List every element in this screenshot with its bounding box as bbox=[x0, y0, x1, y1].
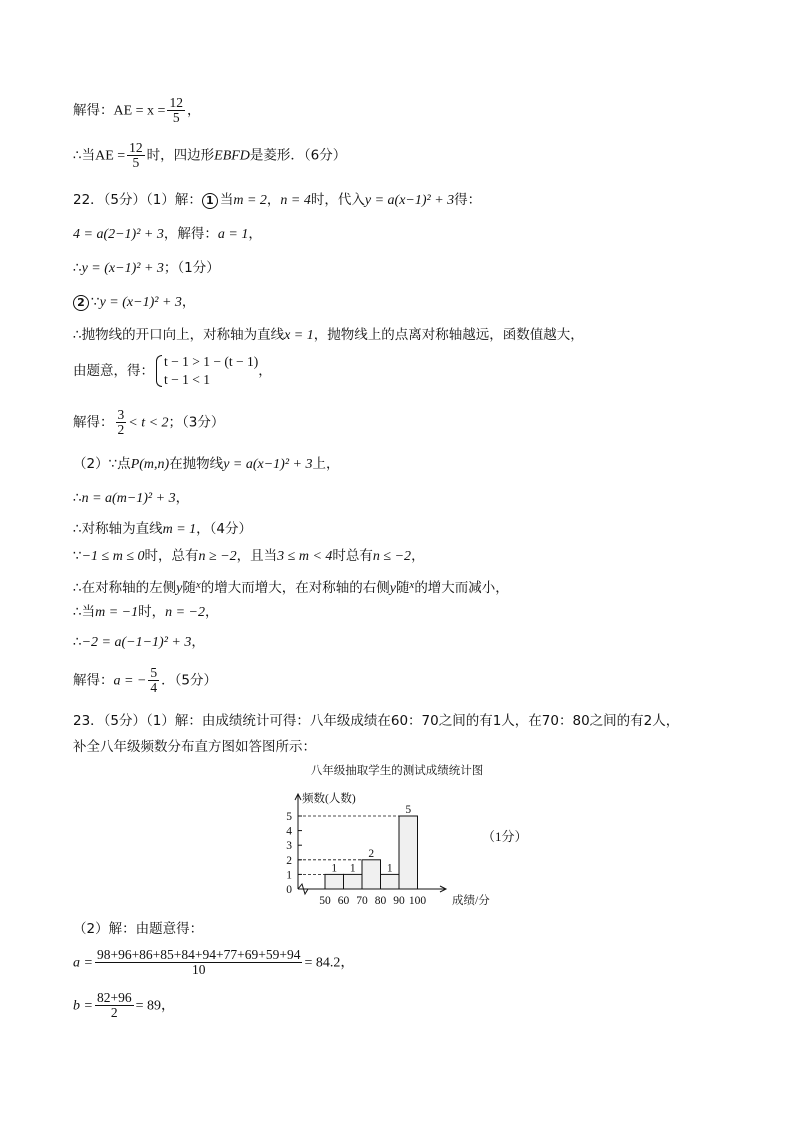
math: AE = x = bbox=[113, 103, 166, 119]
text: = 84.2， bbox=[304, 955, 355, 971]
text: ∴当 bbox=[73, 604, 96, 620]
numerator: 12 bbox=[169, 95, 183, 110]
text: 解得： bbox=[73, 414, 114, 431]
text: ， bbox=[411, 548, 425, 564]
math: n ≥ −2 bbox=[198, 549, 237, 564]
x-tick-label: 50 bbox=[319, 895, 331, 907]
denominator: 5 bbox=[172, 110, 180, 125]
y-axis-label: 频数(人数) bbox=[302, 793, 356, 805]
equation: t − 1 < 1 bbox=[164, 372, 210, 387]
text: ，抛物线上的点离对称轴越远，函数值越大， bbox=[313, 327, 584, 343]
bar-value-label: 5 bbox=[405, 804, 412, 816]
chart-score-note: （1分） bbox=[482, 829, 528, 844]
text: ∴ bbox=[73, 490, 82, 506]
x-axis-label: 成绩/分 bbox=[452, 895, 490, 907]
text: 时，代入 bbox=[310, 192, 365, 208]
math: EBFD bbox=[214, 148, 250, 164]
math: x = 1 bbox=[284, 328, 314, 343]
numerator: 12 bbox=[129, 140, 143, 155]
math: P(m,n) bbox=[130, 457, 170, 472]
problem-23-line: 23．（5分）（1）解：由成绩统计可得：八年级成绩在60：70之间的有1人，在70：80之间的有2人， bbox=[73, 713, 680, 729]
text: 的增大而减小， bbox=[414, 580, 509, 596]
y-tick-label: 3 bbox=[286, 840, 292, 853]
text: 当 bbox=[219, 192, 234, 208]
y-tick-label: 4 bbox=[286, 825, 292, 838]
text: ∵ bbox=[73, 548, 82, 564]
y-tick-label: 0 bbox=[286, 884, 292, 896]
circled-number-icon: 1 bbox=[202, 193, 218, 209]
text: 由题意，得： bbox=[73, 363, 154, 379]
math: y bbox=[389, 581, 396, 596]
text: ， bbox=[248, 226, 262, 242]
math: < t < 2 bbox=[128, 415, 169, 431]
denominator: 2 bbox=[117, 422, 125, 437]
numerator: 3 bbox=[117, 407, 125, 422]
math: a = bbox=[73, 955, 93, 971]
histogram-bar bbox=[381, 874, 400, 889]
histogram-bar bbox=[362, 860, 381, 889]
text: 是菱形．（6分） bbox=[249, 147, 347, 164]
text: ， bbox=[186, 102, 201, 119]
math: m = 1 bbox=[162, 522, 197, 537]
text: 得： bbox=[454, 192, 482, 208]
text: 的增大而增大，在对称轴的右侧 bbox=[200, 580, 390, 596]
text: ∴对称轴为直线 bbox=[73, 521, 163, 537]
text: ， bbox=[258, 363, 272, 379]
solution-line-19: 补全八年级频数分布直方图如答图所示： bbox=[73, 739, 316, 755]
text: 时， bbox=[138, 604, 166, 620]
fraction bbox=[95, 948, 303, 977]
text: ， bbox=[266, 192, 281, 208]
fraction bbox=[95, 991, 134, 1020]
solution-line-22 bbox=[73, 991, 175, 1020]
numerator: 82+96 bbox=[96, 990, 132, 1005]
bar-value-label: 1 bbox=[349, 862, 356, 875]
text: ∵ bbox=[91, 294, 100, 310]
math: x bbox=[409, 579, 415, 591]
text: 在抛物线 bbox=[169, 456, 224, 472]
text: （2）∵点 bbox=[73, 456, 131, 472]
math: m = −1 bbox=[95, 605, 139, 620]
bar-value-label: 2 bbox=[368, 847, 375, 860]
math: a = 1 bbox=[217, 227, 249, 242]
text: 上， bbox=[312, 456, 340, 472]
text: ， bbox=[181, 294, 196, 310]
histogram-bar bbox=[344, 874, 363, 889]
x-tick-label: 100 bbox=[408, 895, 427, 907]
y-tick-label: 1 bbox=[286, 869, 292, 882]
text: ；（1分） bbox=[163, 260, 220, 276]
text: ，且当 bbox=[236, 548, 278, 564]
math: a = − bbox=[113, 673, 147, 689]
text: 解得： bbox=[73, 102, 114, 119]
y-tick-label: 5 bbox=[286, 811, 292, 823]
bar-value-label: 1 bbox=[331, 862, 338, 875]
text: ；（3分） bbox=[168, 414, 225, 431]
math: AE = bbox=[95, 148, 126, 164]
histogram-bar bbox=[325, 874, 344, 889]
text: ∴抛物线的开口向上，对称轴为直线 bbox=[73, 327, 285, 343]
text: ∴ bbox=[73, 260, 82, 276]
x-tick-label: 80 bbox=[374, 895, 387, 907]
equation: t − 1 > 1 − (t − 1) bbox=[164, 354, 259, 369]
math: x bbox=[195, 579, 201, 591]
text: = 89， bbox=[135, 998, 175, 1014]
text: ， bbox=[205, 604, 219, 620]
y-tick-label: 2 bbox=[286, 854, 292, 867]
x-tick-label: 60 bbox=[337, 895, 350, 907]
math: m = 2 bbox=[233, 193, 267, 208]
text: ，解得： bbox=[163, 226, 218, 242]
numerator: 5 bbox=[150, 665, 158, 680]
chart-title: 八年级抽取学生的测试成绩统计图 bbox=[310, 765, 484, 777]
text: ∴当 bbox=[73, 147, 96, 164]
denominator: 4 bbox=[150, 680, 158, 695]
bar-value-label: 1 bbox=[386, 862, 393, 875]
text: ， bbox=[175, 490, 190, 506]
math: n = −2 bbox=[165, 605, 206, 620]
math: 3 ≤ m < 4 bbox=[277, 549, 333, 564]
text: 随 bbox=[395, 580, 410, 596]
text: ∴ bbox=[73, 634, 82, 650]
numerator: 98+96+86+85+84+94+77+69+59+94 bbox=[96, 947, 301, 962]
math: −1 ≤ m ≤ 0 bbox=[81, 549, 145, 564]
math: y = a(x−1)² + 3 bbox=[364, 193, 455, 208]
math: b = bbox=[73, 998, 93, 1014]
denominator: 2 bbox=[110, 1005, 118, 1020]
math: n = 4 bbox=[280, 193, 311, 208]
solution-line-21 bbox=[73, 948, 354, 977]
histogram-bar bbox=[399, 816, 418, 889]
denominator: 10 bbox=[191, 962, 206, 977]
text: ．（5分） bbox=[161, 672, 217, 689]
math: y = a(x−1)² + 3 bbox=[223, 457, 313, 472]
text: ∴在对称轴的左侧 bbox=[73, 580, 177, 596]
text: 22．（5分）（1）解： bbox=[73, 192, 202, 208]
text: 随 bbox=[182, 580, 196, 596]
text: ，（4分） bbox=[196, 521, 252, 537]
text: 时，四边形 bbox=[146, 147, 215, 164]
denominator: 5 bbox=[132, 155, 140, 170]
text: ， bbox=[191, 634, 205, 650]
text: 时，总有 bbox=[144, 548, 199, 564]
circled-number-icon: 2 bbox=[73, 295, 89, 311]
x-tick-label: 90 bbox=[393, 895, 405, 907]
math: y = (x−1)² + 3 bbox=[81, 261, 164, 276]
math: −2 = a(−1−1)² + 3 bbox=[81, 635, 192, 650]
math: y bbox=[176, 581, 183, 596]
math: 4 = a(2−1)² + 3 bbox=[73, 227, 164, 242]
text: 解得： bbox=[73, 672, 114, 689]
math: y = (x−1)² + 3 bbox=[99, 295, 182, 310]
math: n = a(m−1)² + 3 bbox=[81, 491, 176, 506]
solution-line-20: （2）解：由题意得： bbox=[73, 921, 204, 937]
text: 时总有 bbox=[332, 548, 373, 564]
x-tick-label: 70 bbox=[356, 895, 368, 907]
math: n ≤ −2 bbox=[372, 549, 412, 564]
